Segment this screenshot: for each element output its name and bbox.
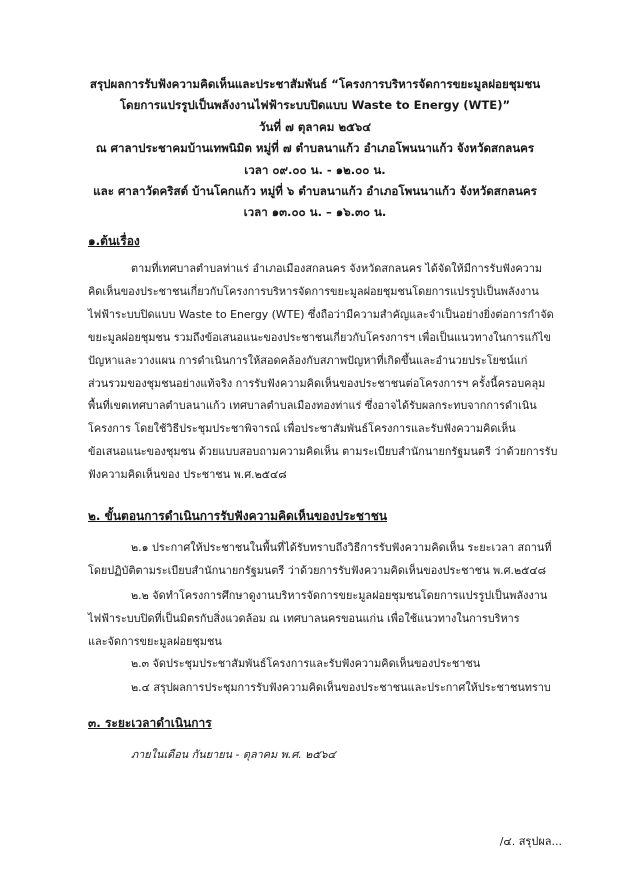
header-date: วันที่ ๗ ตุลาคม ๒๕๖๔ [259,119,371,134]
section-2-item-4: ๒.๔ สรุปผลการประชุมการรับฟังความคิดเห็นของประชาชนและประกาศให้ประชาชนทราบ [131,681,551,694]
header-line-2: โดยการแปรรูปเป็นพลังงานไฟฟ้าระบบปิดแบบ Waste to Energy (WTE)” [119,98,511,113]
section-2-line: ไฟฟ้าระบบปิดที่เป็นมิตรกับสิ่งแวดล้อม ณ เทศบาลนครขอนแก่น เพื่อใช้แนวทางในการบริหาร [88,611,520,625]
section-1-line: ไฟฟ้าระบบปิดแบบ Waste to Energy (WTE) ซึ่งถือว่ามีความสำคัญและจำเป็นอย่างยิ่งต่อการกำจัด [88,307,554,321]
section-2-item-1 [88,537,560,583]
page-continuation: /๔. สรุปผล... [499,835,562,848]
section-3-text: ภายในเดือน กันยายน - ตุลาคม พ.ศ. ๒๕๖๔ [131,748,336,761]
section-1-line: ข้อเสนอแนะของชุมชน ด้วยแบบสอบถามความคิดเห็น ตามระเบียบสำนักนายกรัฐมนตรี ว่าด้วยการรับ [88,445,558,459]
header-time-2: เวลา ๑๓.๐๐ น. – ๑๖.๓๐ น. [243,205,387,220]
section-3-title: ๓. ระยะเวลาดำเนินการ [88,716,212,730]
section-1-line: ปัญหาและวางแผน การดำเนินการให้สอดคล้องกับสภาพปัญหาที่เกิดขึ้นและอำนวยประโยชน์แก่ [88,353,528,367]
section-1-line: ขยะมูลฝอยชุมชน รวมถึงข้อเสนอแนะของประชาชนเกี่ยวกับโครงการฯ เพื่อเป็นแนวทางในการแก้ไข [88,330,551,344]
header-venue-2: และ ศาลาวัดคริสต์ บ้านโคกแก้ว หมู่ที่ ๖ ตำบลนาแก้ว อำเภอโพนนาแก้ว จังหวัดสกลนคร [93,184,537,199]
section-1-line: โครงการ โดยใช้วิธีประชุมประชาพิจารณ์ เพื่อประชาสัมพันธ์โครงการและรับฟังความคิดเห็น [88,422,516,436]
section-2-item-2 [88,585,560,654]
section-1-line: ตามที่เทศบาลตำบลท่าแร่ อำเภอเมืองสกลนคร จังหวัดสกลนคร ได้จัดให้มีการรับฟังความ [131,262,543,275]
section-2-line: และจัดการขยะมูลฝอยชุมชน [88,634,222,648]
section-2-item-3: ๒.๓ จัดประชุมประชาสัมพันธ์โครงการและรับฟังความคิดเห็นของประชาชน [131,657,481,670]
header-venue-1: ณ ศาลาประชาคมบ้านเทพนิมิต หมู่ที่ ๗ ตำบลนาแก้ว อำเภอโพนนาแก้ว จังหวัดสกลนคร [95,141,535,156]
section-1-line: คิดเห็นของประชาชนเกี่ยวกับโครงการบริหารจัดการขยะมูลฝอยชุมชนโดยการแปรรูปเป็นพลังงาน [88,284,539,298]
section-1-title: ๑.ต้นเรื่อง [88,234,140,248]
section-1-body [88,258,560,487]
header-line-1: สรุปผลการรับฟังความคิดเห็นและประชาสัมพันธ์ “โครงการบริหารจัดการขยะมูลฝอยชุมชน [89,77,541,91]
section-2-title: ๒. ขั้นตอนการดำเนินการรับฟังความคิดเห็นของประชาชน [88,509,388,523]
section-2-line: ๒.๑ ประกาศให้ประชาชนในพื้นที่ได้รับทราบถึงวิธีการรับฟังความคิดเห็น ระยะเวลา สถานที่ [131,541,552,554]
section-1-line: ฟังความคิดเห็นของ ประชาชน พ.ศ.๒๕๔๘ [88,468,287,482]
section-1-line: พื้นที่เขตเทศบาลตำบลนาแก้ว เทศบาลตำบลเมืองทองท่าแร่ ซึ่งอาจได้รับผลกระทบจากการดำเนิน [88,399,537,413]
document-header [60,74,570,224]
section-2-line: ๒.๒ จัดทำโครงการศึกษาดูงานบริหารจัดการขยะมูลฝอยชุมชนโดยการแปรรูปเป็นพลังงาน [131,589,548,602]
header-time-1: เวลา ๐๙.๐๐ น. - ๑๒.๐๐ น. [244,162,386,177]
section-2-line: โดยปฏิบัติตามระเบียบสำนักนายกรัฐมนตรี ว่าด้วยการรับฟังความคิดเห็นของประชาชน พ.ศ.๒๕๔๘ [88,563,547,577]
section-1-line: ส่วนรวมของชุมชนอย่างแท้จริง การรับฟังความคิดเห็นของประชาชนต่อโครงการฯ ครั้งนี้ครอบคลุม [88,376,546,390]
